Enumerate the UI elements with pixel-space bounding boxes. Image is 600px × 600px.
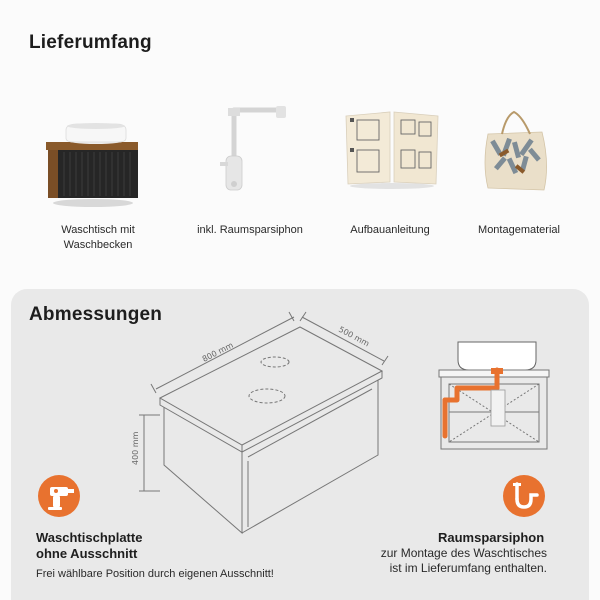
scope-item-label: Montagematerial bbox=[478, 224, 560, 236]
siphon-installation-drawing bbox=[433, 340, 553, 455]
scope-item-label: inkl. Raumsparsiphon bbox=[197, 224, 303, 236]
manual-icon bbox=[343, 108, 441, 190]
height-dimension-label: 400 mm bbox=[131, 431, 140, 465]
width-dimension-label: 800 mm bbox=[200, 340, 235, 364]
scope-item-label: Waschtisch mit Waschbecken bbox=[61, 224, 135, 251]
depth-dimension-label: 500 mm bbox=[337, 324, 371, 349]
feature-left-title: Waschtischplatte ohne Ausschnitt bbox=[36, 530, 143, 561]
scope-item-label: Aufbauanleitung bbox=[350, 224, 430, 236]
screws-bag-icon bbox=[478, 104, 554, 196]
vanity-unit-icon bbox=[38, 110, 144, 210]
siphon-icon bbox=[208, 104, 292, 200]
feature-right-title: Raumsparsiphon bbox=[438, 530, 545, 545]
feature-right-text: zur Montage des Waschtisches ist im Lieferumfang enthalten. bbox=[380, 546, 547, 575]
scope-heading: Lieferumfang bbox=[29, 32, 152, 53]
siphon-pipe-icon bbox=[503, 475, 545, 517]
dimensions-heading: Abmessungen bbox=[29, 304, 163, 325]
feature-left-text: Frei wählbare Position durch eigenen Ausschnitt! bbox=[36, 568, 274, 580]
drill-icon bbox=[38, 475, 80, 517]
cabinet-dimension-drawing bbox=[120, 305, 400, 550]
